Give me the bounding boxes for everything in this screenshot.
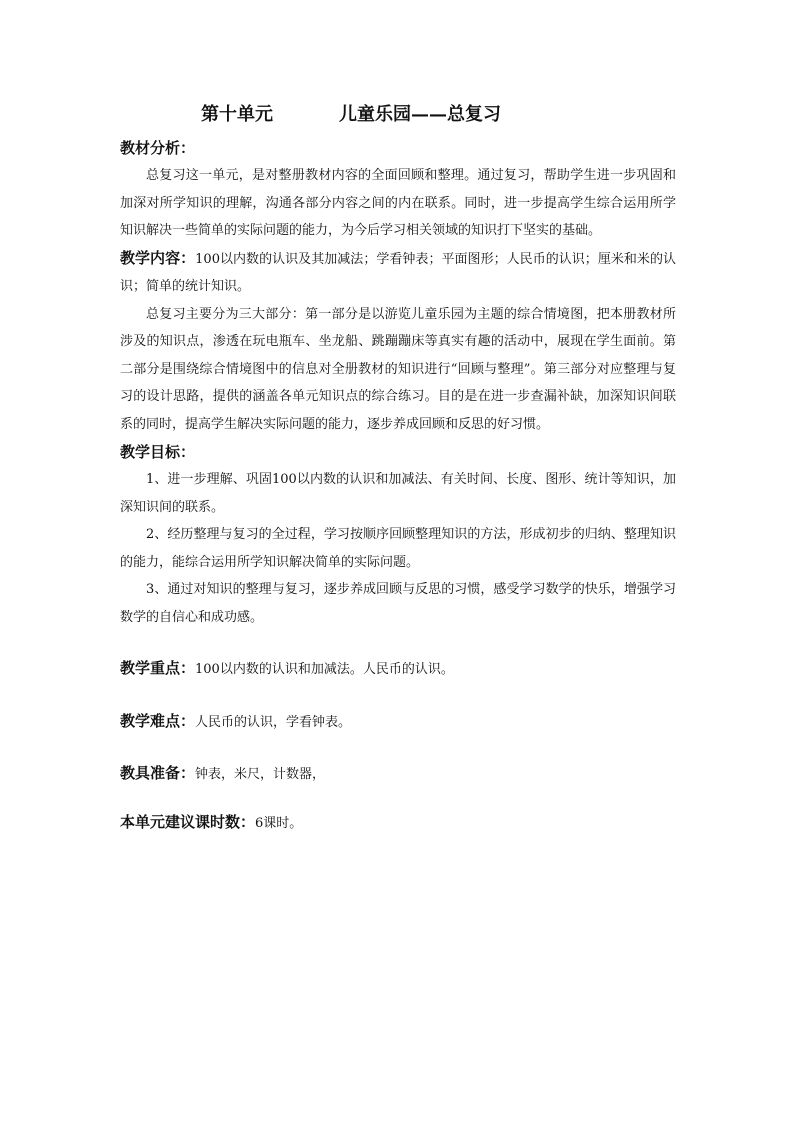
- tools-text: 钟表，米尺，计数器，: [195, 767, 326, 782]
- difficulties-label: 教学难点：: [120, 711, 196, 730]
- content-detail-paragraph: 总复习主要分为三大部分：第一部分是以游览儿童乐园为主题的综合情境图，把本册教材所涉及的知识点，渗透在玩电瓶车、坐龙船、跳蹦蹦床等真实有趣的活动中，展现在学生面前。第二部分是围绕综合情境图中的信息对全册教材的知识进行“回顾与整理”。第三部分对应整理与复习的设计思路，提供的涵盖各单元知识点的综合练习。目的是在进一步查漏补缺，加深知识间联系的同时，提高学生解决实际问题的能力，逐步养成回顾和反思的好习惯。: [120, 306, 676, 432]
- content-text: 100以内数的认识及其加减法；学看钟表；平面图形；人民币的认识；厘米和米的认识；简单的统计知识。: [120, 251, 676, 294]
- key-points-text: 100以内数的认识和加减法。人民币的认识。: [195, 662, 454, 677]
- goal-item: 3、通过对知识的整理与复习，逐步养成回顾与反思的习惯，感受学习数学的快乐，增强学习数学的自信心和成功感。: [120, 582, 676, 625]
- content-label: 教学内容：: [120, 248, 196, 267]
- hours-text: 6课时。: [255, 815, 303, 831]
- content-row: [120, 245, 676, 301]
- hours-row: [120, 809, 676, 838]
- unit-number: 第十单元: [201, 104, 273, 125]
- goal-item: 2、经历整理与复习的全过程，学习按顺序回顾整理知识的方法，形成初步的归纳、整理知识的能力，能综合运用所学知识解决简单的实际问题。: [120, 527, 676, 570]
- difficulties-row: [120, 708, 676, 737]
- document-title: [201, 100, 676, 130]
- difficulties-text: 人民币的认识，学看钟表。: [195, 714, 352, 730]
- goals-heading: 教学目标：: [120, 443, 196, 461]
- key-points-row: [120, 655, 676, 684]
- analysis-paragraph: 总复习这一单元，是对整册教材内容的全面回顾和整理。通过复习，帮助学生进一步巩固和加深对所学知识的理解，沟通各部分内容之间的内在联系。同时，进一步提高学生综合运用所学知识解决一些简单的实际问题的能力，为今后学习相关领域的知识打下坚实的基础。: [120, 168, 676, 238]
- analysis-heading: 教材分析：: [120, 139, 196, 157]
- unit-name: 儿童乐园——总复习: [339, 104, 501, 125]
- tools-row: [120, 760, 676, 789]
- hours-label: 本单元建议课时数：: [120, 812, 256, 831]
- document-page: [120, 100, 676, 837]
- tools-label: 教具准备：: [120, 764, 196, 782]
- goal-item: 1、进一步理解、巩固100以内数的认识和加减法、有关时间、长度、图形、统计等知识，加深知识间的联系。: [120, 472, 676, 515]
- key-points-label: 教学重点：: [120, 659, 196, 677]
